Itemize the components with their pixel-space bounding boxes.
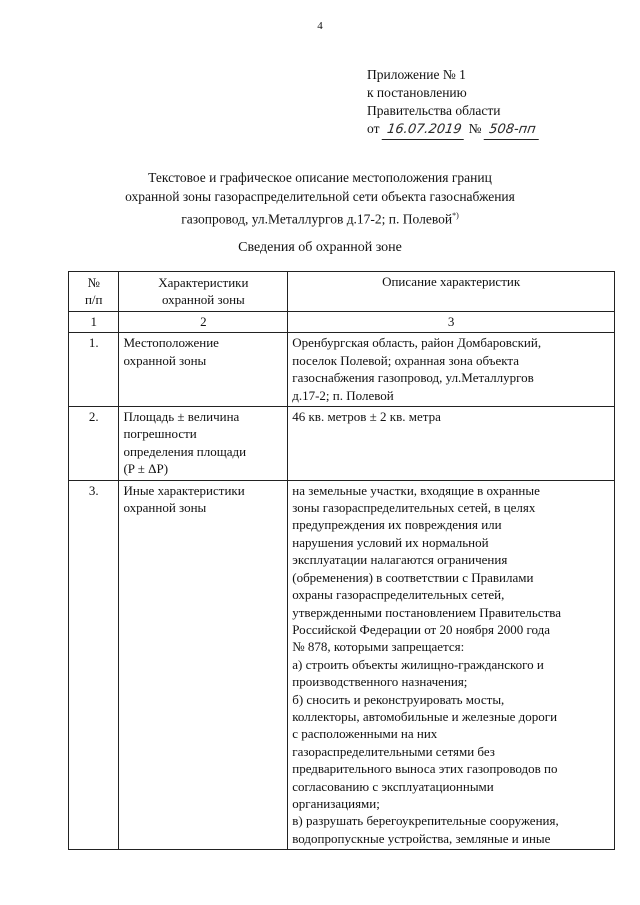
- header-col-number: [69, 272, 119, 312]
- header-col-characteristics: [119, 272, 288, 312]
- cell-line: определения площади: [123, 443, 247, 459]
- cell-line: охранной зоны: [123, 500, 207, 516]
- handwritten-date: 16.07.2019: [382, 121, 467, 140]
- cell-line: погрешности: [123, 426, 197, 442]
- row-description: [288, 333, 615, 407]
- cell-line: организациями;: [292, 795, 380, 811]
- row-description: [288, 407, 615, 481]
- cell-line: согласованию с эксплуатационными: [292, 778, 494, 794]
- title-line-2: охранной зоны газораспределительной сети объекта газоснабжения: [125, 189, 515, 204]
- document-title: [0, 168, 640, 229]
- date-prefix: от: [367, 121, 380, 136]
- cell-line: (обременения) в соответствии с Правилами: [292, 569, 534, 585]
- zone-info-table: [68, 271, 615, 850]
- header-col-characteristics-line1: Характеристики: [158, 274, 249, 290]
- row-characteristic: [119, 333, 288, 407]
- page-number: 4: [317, 20, 323, 32]
- cell-line: б) сносить и реконструировать мосты,: [292, 691, 505, 707]
- cell-line: (P ± ΔP): [123, 461, 169, 477]
- title-line-1: Текстовое и графическое описание местоположения границ: [148, 170, 492, 185]
- cell-line: 46 кв. метров ± 2 кв. метра: [292, 409, 441, 425]
- appendix-line-2: к постановлению: [367, 85, 467, 100]
- cell-line: а) строить объекты жилищно-гражданского и: [292, 656, 544, 672]
- row-description: [288, 480, 615, 850]
- cell-line: Местоположение: [123, 335, 219, 351]
- numbering-cell: 3: [288, 312, 615, 333]
- handwritten-number: 508-пп: [484, 121, 541, 140]
- row-number: 3.: [69, 480, 119, 850]
- table-header-row: [69, 272, 615, 312]
- cell-line: утвержденными постановлением Правительства: [292, 604, 562, 620]
- table-row: [69, 480, 615, 850]
- cell-line: нарушения условий их нормальной: [292, 534, 489, 550]
- cell-line: зоны газораспределительных сетей, в целях: [292, 500, 536, 516]
- title-line-3-text: газопровод, ул.Металлургов д.17-2; п. Полевой: [181, 211, 453, 227]
- header-col-description: Описание характеристик: [288, 272, 615, 312]
- header-col-number-line2: п/п: [84, 292, 103, 307]
- section-subtitle: Сведения об охранной зоне: [238, 240, 402, 255]
- cell-line: д.17-2; п. Полевой: [292, 387, 394, 403]
- row-characteristic: [119, 480, 288, 850]
- cell-line: Российской Федерации от 20 ноября 2000 года: [292, 621, 551, 637]
- cell-line: предварительного выноса этих газопроводов по: [292, 761, 558, 777]
- cell-line: на земельные участки, входящие в охранные: [292, 482, 540, 498]
- header-col-characteristics-line2: охранной зоны: [161, 292, 245, 307]
- cell-line: предупреждения их повреждения или: [292, 517, 502, 533]
- cell-line: № 878, которыми запрещается:: [292, 639, 465, 655]
- table-numbering-row: [69, 312, 615, 333]
- header-col-number-line1: №: [87, 274, 100, 290]
- row-characteristic: [119, 407, 288, 481]
- row-number: 2.: [69, 407, 119, 481]
- appendix-date-line: [367, 120, 539, 140]
- cell-line: охраны газораспределительных сетей,: [292, 587, 505, 603]
- cell-line: газоснабжения газопровод, ул.Металлургов: [292, 370, 534, 386]
- footnote-mark: *): [452, 211, 459, 220]
- cell-line: эксплуатации налагаются ограничения: [292, 552, 508, 568]
- title-line-3: [0, 206, 640, 229]
- cell-line: коллекторы, автомобильные и железные дороги: [292, 708, 558, 724]
- row-number: 1.: [69, 333, 119, 407]
- cell-line: охранной зоны: [123, 352, 207, 368]
- table-row: [69, 333, 615, 407]
- cell-line: в) разрушать берегоукрепительные сооружения,: [292, 813, 559, 829]
- appendix-block: [367, 66, 539, 140]
- numbering-cell: 1: [69, 312, 119, 333]
- cell-line: водопропускные устройства, земляные и иные: [292, 830, 551, 846]
- cell-line: производственного назначения;: [292, 674, 468, 690]
- cell-line: с расположенными на них: [292, 726, 438, 742]
- appendix-line-1: Приложение № 1: [367, 67, 466, 82]
- cell-line: поселок Полевой; охранная зона объекта: [292, 352, 520, 368]
- cell-line: Площадь ± величина: [123, 409, 240, 425]
- table-row: [69, 407, 615, 481]
- appendix-line-3: Правительства области: [367, 103, 501, 118]
- cell-line: Иные характеристики: [123, 482, 245, 498]
- cell-line: газораспределительными сетями без: [292, 743, 495, 759]
- numbering-cell: 2: [119, 312, 288, 333]
- number-prefix: №: [468, 121, 482, 136]
- cell-line: Оренбургская область, район Домбаровский,: [292, 335, 542, 351]
